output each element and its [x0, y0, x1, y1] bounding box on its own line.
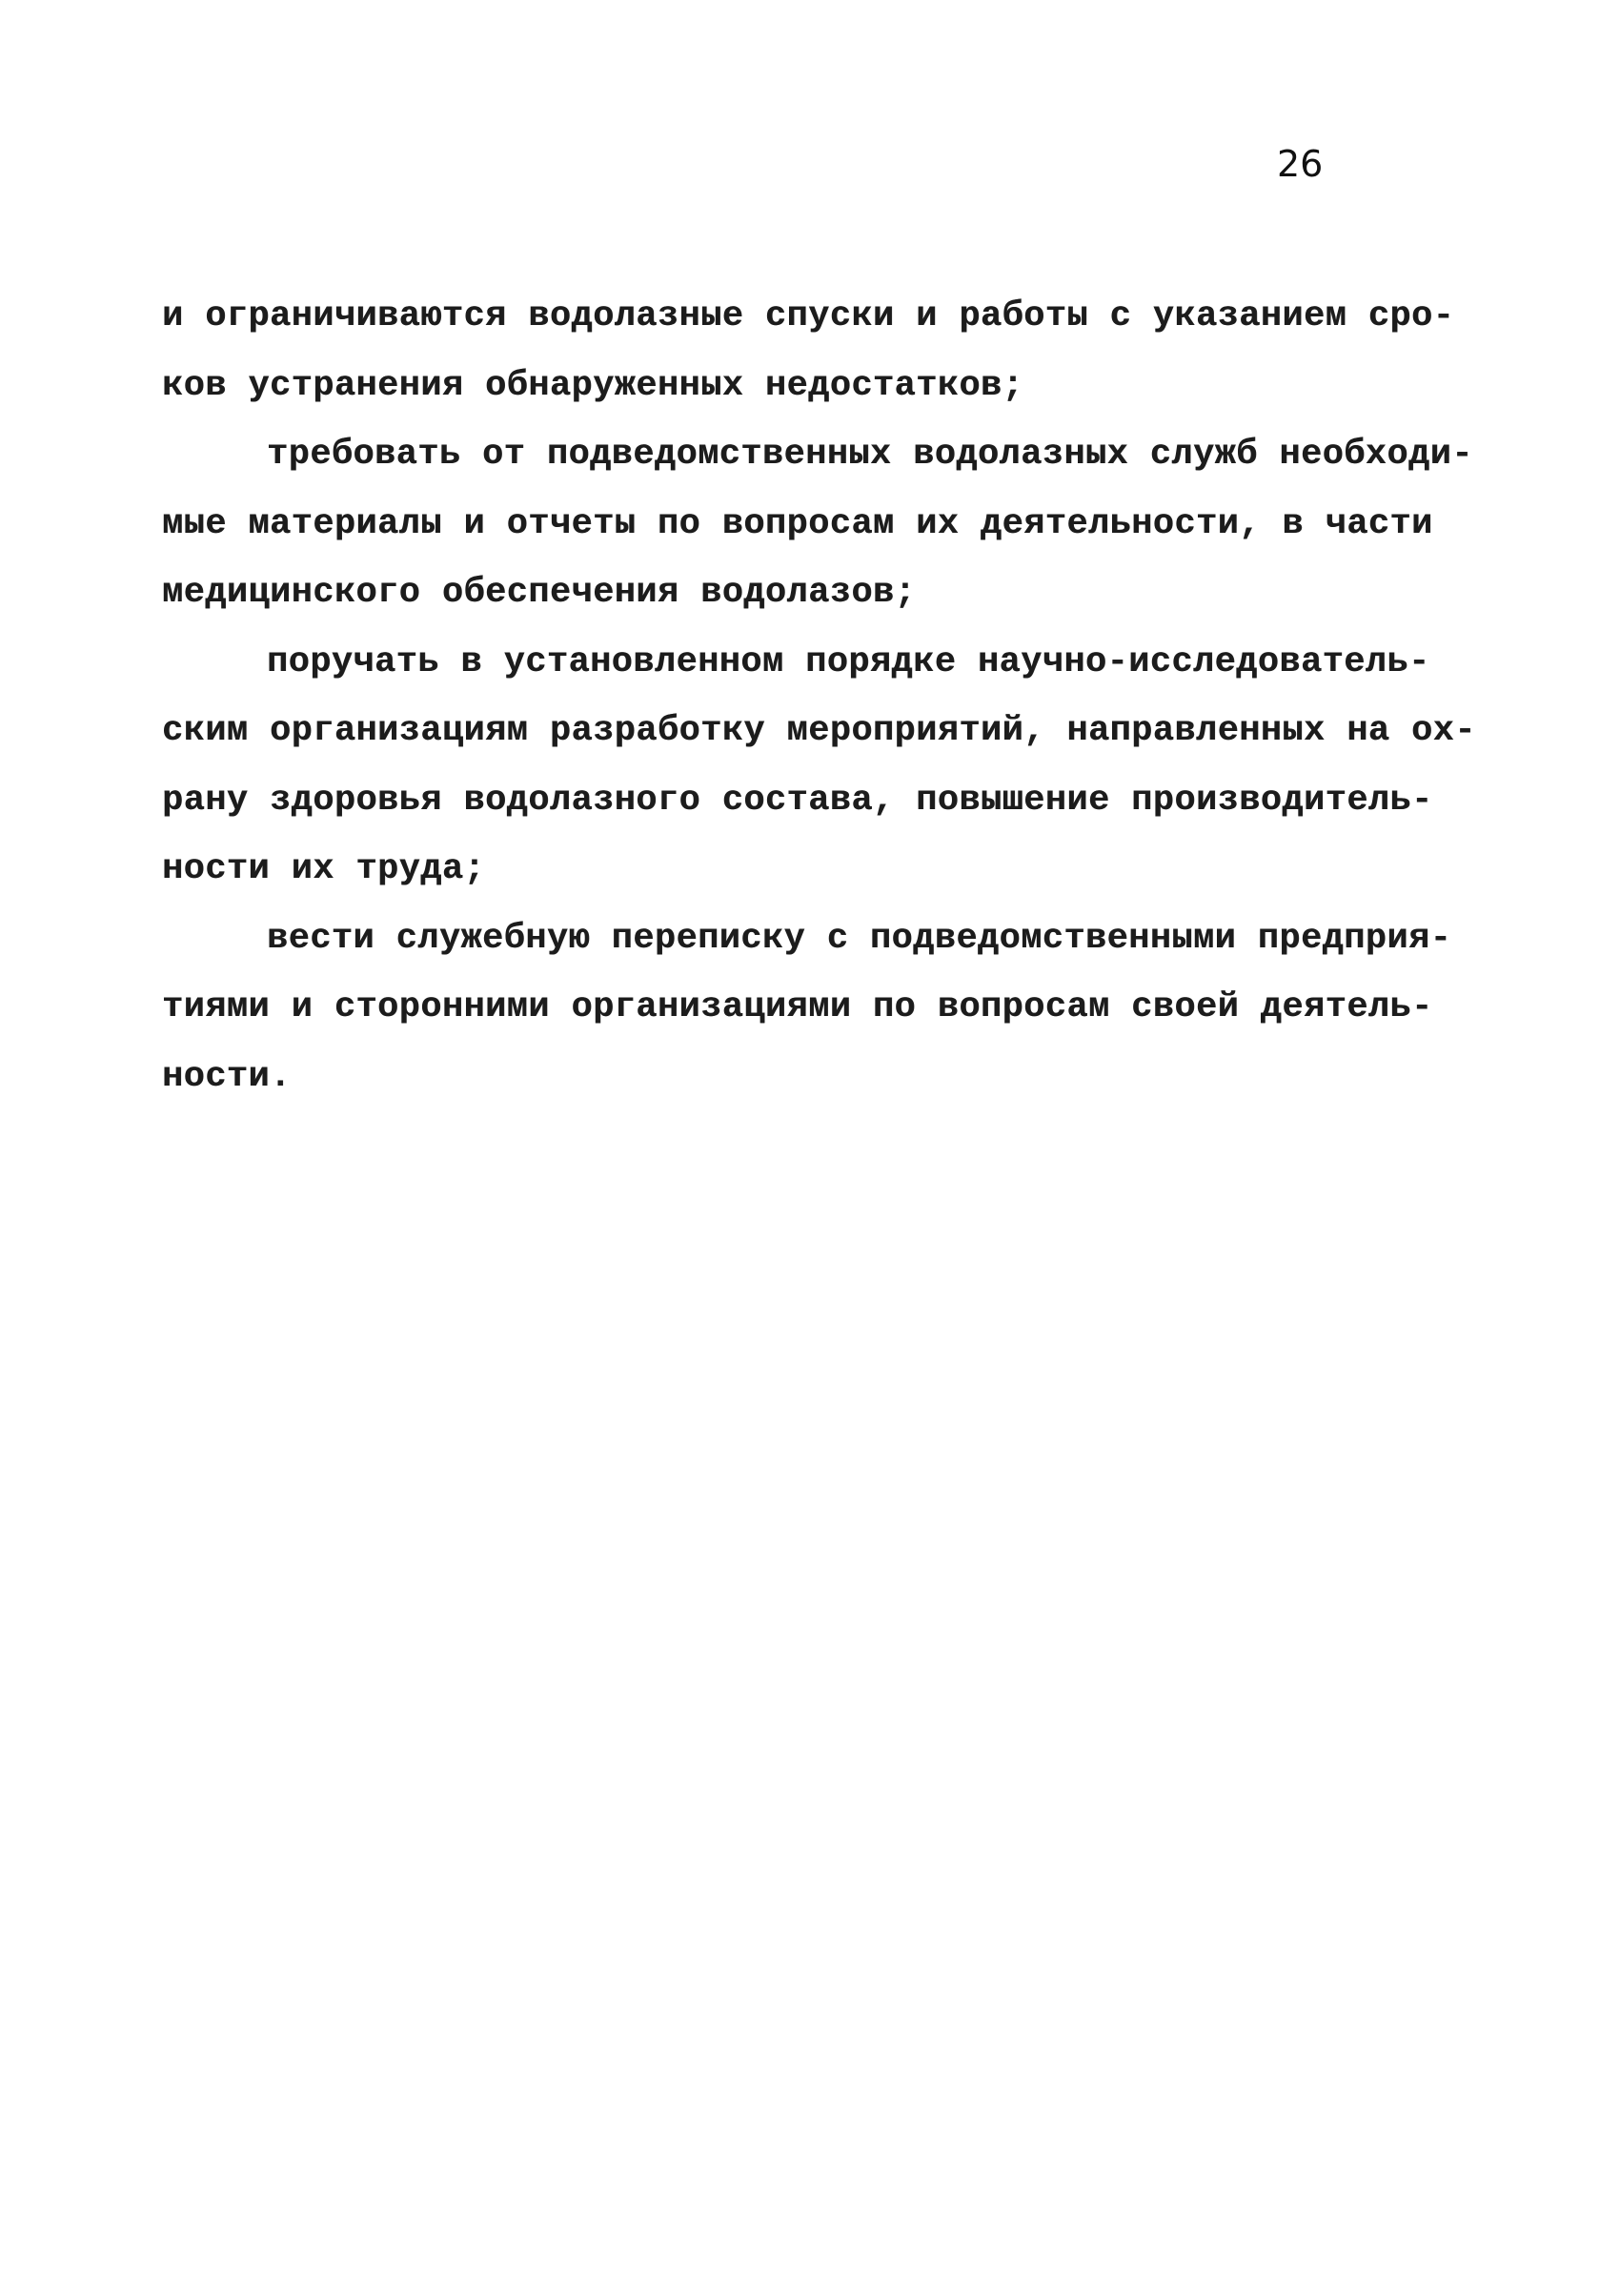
text-line: и ограничиваются водолазные спуски и работы с указанием сро-	[162, 296, 1455, 336]
text-line: мые материалы и отчеты по вопросам их деятельности, в части	[162, 503, 1433, 544]
text-line: медицинского обеспечения водолазов;	[162, 573, 917, 613]
text-line: ности их труда;	[162, 849, 486, 889]
text-line: требовать от подведомственных водолазных служб необходи-	[267, 435, 1473, 475]
text-line: ским организациям разработку мероприятий, направленных на ох-	[162, 711, 1476, 751]
text-line: ности.	[162, 1056, 292, 1097]
text-line: ков устранения обнаруженных недостатков;	[162, 365, 1024, 406]
text-line: рану здоровья водолазного состава, повышение производитель-	[162, 780, 1433, 821]
body-text	[162, 282, 1476, 1111]
text-line: тиями и сторонними организациями по вопросам своей деятель-	[162, 987, 1433, 1027]
text-line: поручать в установленном порядке научно-исследователь-	[267, 641, 1430, 682]
page-number: 26	[1277, 143, 1324, 185]
text-line: вести служебную переписку с подведомственными предприя-	[267, 918, 1452, 959]
